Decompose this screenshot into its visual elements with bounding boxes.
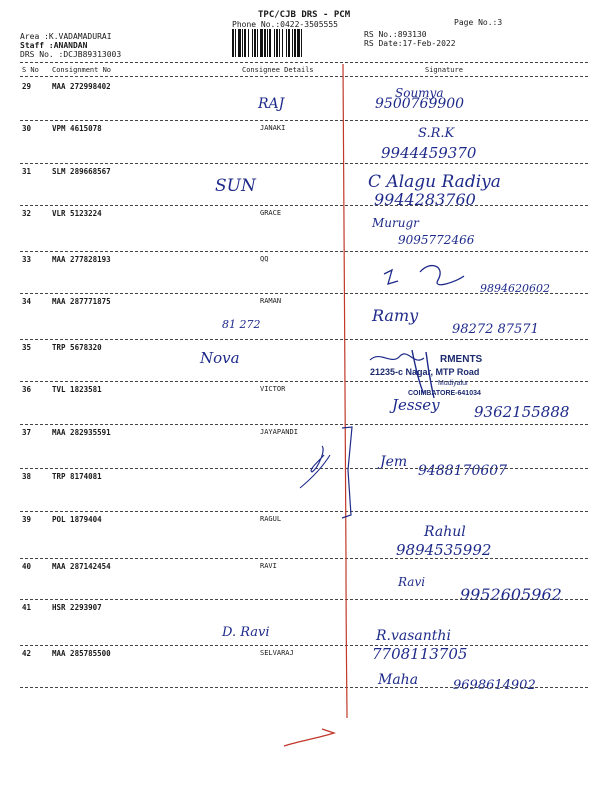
row-handwritten-name: RAJ <box>258 96 285 112</box>
row-signature-phone: 98272 87571 <box>452 322 539 337</box>
row-sno: 39 <box>22 515 32 524</box>
row-sno: 35 <box>22 343 32 352</box>
row-signature-phone: 7708113705 <box>372 645 468 663</box>
row-sno: 40 <box>22 562 32 571</box>
row-consignment-no: MAA 277828193 <box>52 255 111 264</box>
row-signature: S.R.K <box>418 126 455 141</box>
ink-sig-mark-33 <box>384 270 398 284</box>
row-signature: Maha <box>378 672 419 688</box>
row-signature-phone: 9944283760 <box>374 190 476 209</box>
row-consignee-name: VICTOR <box>260 385 286 393</box>
row-signature-phone: 9488170607 <box>418 463 508 479</box>
row-consignment-no: MAA 282935591 <box>52 428 111 437</box>
row-sno: 34 <box>22 297 32 306</box>
stamp-line-3: Mudiyalur <box>438 380 469 387</box>
row-sno: 31 <box>22 167 32 176</box>
row-consignee-name: JANAKI <box>260 124 286 132</box>
row-sno: 36 <box>22 385 32 394</box>
row-signature: Ramy <box>372 306 419 325</box>
row-consignee-name: RAVI <box>260 562 277 570</box>
row-handwritten-name: Nova <box>200 349 240 367</box>
header-area: Area :K.VADAMADURAI <box>20 32 112 41</box>
row-consignment-no: MAA 285785500 <box>52 649 111 658</box>
row-signature: Ravi <box>398 575 426 589</box>
row-signature-phone: 9952605962 <box>460 585 562 604</box>
row-consignment-no: TVL 1823581 <box>52 385 102 394</box>
row-consignment-no: MAA 272998402 <box>52 82 111 91</box>
row-signature: Soumya <box>395 86 444 100</box>
row-signature-phone: 9894535992 <box>396 541 492 559</box>
row-signature: Rahul <box>424 524 466 540</box>
header-drs-no: DRS No. :DCJB89313003 <box>20 50 122 59</box>
header-title: TPC/CJB DRS - PCM <box>258 10 351 20</box>
row-sno: 32 <box>22 209 32 218</box>
row-signature: C Alagu Radiya <box>368 172 501 192</box>
header-staff: Staff :ANANDAN <box>20 41 88 50</box>
header-phone: Phone No.:0422-3505555 <box>232 20 338 29</box>
red-margin-line <box>343 64 347 718</box>
row-consignee-name: GRACE <box>260 209 282 217</box>
stamp-line-2: 21235-c Nagar, MTP Road <box>370 367 480 377</box>
col-header-sno: S No <box>22 66 39 74</box>
row-signature: Murugr <box>372 216 419 230</box>
ink-scribble-38 <box>300 446 330 488</box>
row-consignee-name: RAGUL <box>260 515 282 523</box>
row-signature: R.vasanthi <box>376 628 451 644</box>
row-handwritten-name: SUN <box>215 176 256 196</box>
row-sno: 29 <box>22 82 32 91</box>
row-signature-phone: 9944459370 <box>381 144 477 162</box>
col-header-signature: Signature <box>425 66 463 74</box>
row-signature-phone: 9698614902 <box>453 678 536 693</box>
row-consignment-no: SLM 289668567 <box>52 167 111 176</box>
row-consignment-no: VPM 4615078 <box>52 124 102 133</box>
row-consignment-no: VLR 5123224 <box>52 209 102 218</box>
ink-sig-scribble-33 <box>420 266 464 285</box>
row-consignment-no: TRP 8174081 <box>52 472 102 481</box>
row-sno: 42 <box>22 649 32 658</box>
ink-bracket <box>342 427 352 518</box>
row-handwritten-name: D. Ravi <box>222 625 270 640</box>
red-end-stroke <box>284 729 334 746</box>
row-consignment-no: HSR 2293907 <box>52 603 102 612</box>
stamp-line-4: COIMBATORE-641034 <box>408 390 481 397</box>
row-consignee-name: RAMAN <box>260 297 282 305</box>
row-consignment-no: TRP 5678320 <box>52 343 102 352</box>
stamp-line-1: RMENTS <box>440 354 483 365</box>
row-handwritten-name: 81 272 <box>222 318 261 331</box>
col-header-consignee: Consignee Details <box>242 66 314 74</box>
row-consignee-name: QQ <box>260 255 269 263</box>
row-sno: 38 <box>22 472 32 481</box>
row-signature: Jessey <box>392 396 440 414</box>
row-signature: Jem <box>380 454 408 470</box>
row-signature-phone: 9095772466 <box>398 233 475 247</box>
row-sno: 30 <box>22 124 32 133</box>
row-sno: 33 <box>22 255 32 264</box>
row-signature-phone: 9362155888 <box>474 403 570 421</box>
row-signature-phone: 9894620602 <box>480 282 550 295</box>
row-consignee-name: JAYAPANDI <box>260 428 298 436</box>
row-consignment-no: MAA 287142454 <box>52 562 111 571</box>
header-page-no: Page No.:3 <box>454 18 503 27</box>
row-consignment-no: POL 1879404 <box>52 515 102 524</box>
row-sno: 41 <box>22 603 32 612</box>
header-rs-no: RS No.:893130 <box>364 30 427 39</box>
ink-sig-stroke-35 <box>412 350 434 398</box>
row-signature-phone: 9500769900 <box>375 96 465 112</box>
row-consignee-name: SELVARAJ <box>260 649 294 657</box>
row-consignment-no: MAA 287771875 <box>52 297 111 306</box>
header-rs-date: RS Date:17-Feb-2022 <box>364 39 456 48</box>
row-sno: 37 <box>22 428 32 437</box>
col-header-consignment: Consignment No <box>52 66 112 74</box>
ink-sig-scribble-35 <box>370 354 424 360</box>
